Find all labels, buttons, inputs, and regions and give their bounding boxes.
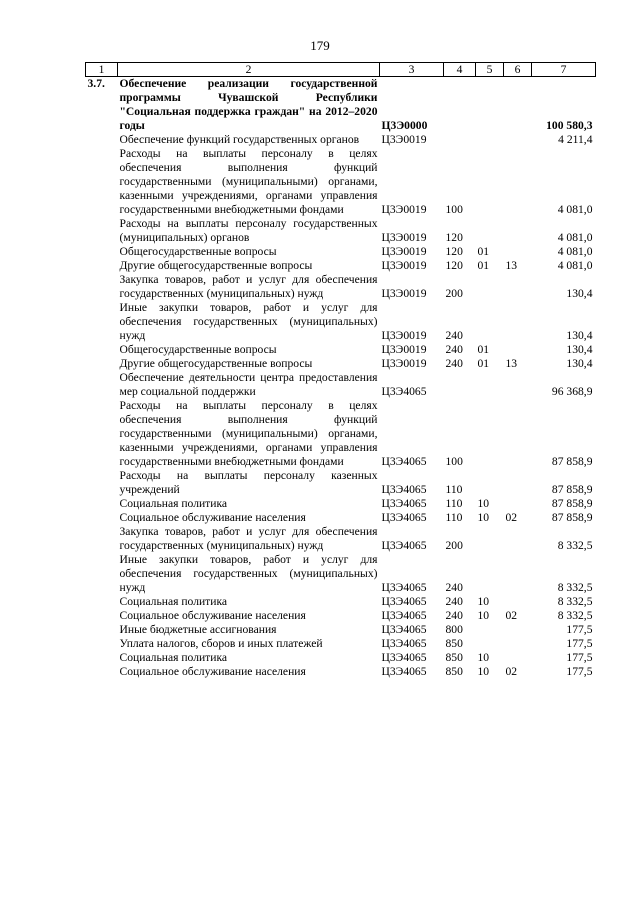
target-article-code: Ц3Э0019 xyxy=(381,245,427,258)
section-code: 01 xyxy=(477,245,490,258)
amount: 177,5 xyxy=(566,651,593,664)
amount: 8 332,5 xyxy=(557,595,593,608)
row-number xyxy=(86,147,118,217)
table-row xyxy=(86,553,596,595)
amount: 4 081,0 xyxy=(557,259,593,272)
row-number xyxy=(86,259,118,273)
amount: 87 858,9 xyxy=(551,511,593,524)
section-code xyxy=(476,371,504,399)
target-article-code: Ц3Э0019 xyxy=(381,133,427,146)
section-code xyxy=(476,77,504,134)
header-col-7: 7 xyxy=(532,63,596,77)
item-name: Социальное обслуживание населения xyxy=(119,665,306,678)
table-row xyxy=(86,147,596,217)
item-name: Другие общегосударственные вопросы xyxy=(119,357,313,370)
item-name: Социальное обслуживание населения xyxy=(119,609,306,622)
expense-type-code: 110 xyxy=(445,511,463,524)
table-row xyxy=(86,273,596,301)
subsection-code xyxy=(504,651,532,665)
expense-type-code: 240 xyxy=(445,595,463,608)
section-code: 10 xyxy=(477,651,490,664)
target-article-code: Ц3Э4065 xyxy=(381,609,427,622)
expense-type-code: 240 xyxy=(445,609,463,622)
table-row xyxy=(86,525,596,553)
row-number xyxy=(86,245,118,259)
amount: 8 332,5 xyxy=(557,609,593,622)
target-article-code: Ц3Э4065 xyxy=(381,665,427,678)
section-code xyxy=(476,553,504,595)
section-code: 01 xyxy=(477,259,490,272)
row-number xyxy=(86,511,118,525)
item-name: Иные закупки товаров, работ и услуг для обеспечения государственных (муниципальных) нужд xyxy=(119,301,378,342)
section-code: 10 xyxy=(477,595,490,608)
amount: 177,5 xyxy=(566,665,593,678)
table-row xyxy=(86,133,596,147)
subsection-code xyxy=(504,525,532,553)
target-article-code: Ц3Э0019 xyxy=(381,203,427,216)
table-row xyxy=(86,595,596,609)
subsection-code: 13 xyxy=(505,357,518,370)
target-article-code: Ц3Э4065 xyxy=(381,539,427,552)
row-number xyxy=(86,637,118,651)
amount: 130,4 xyxy=(566,329,593,342)
expense-type-code: 120 xyxy=(445,259,463,272)
target-article-code: Ц3Э4065 xyxy=(381,385,427,398)
table-row xyxy=(86,357,596,371)
subsection-code xyxy=(504,497,532,511)
amount: 4 081,0 xyxy=(557,203,593,216)
amount: 4 211,4 xyxy=(558,133,593,146)
item-name: Иные закупки товаров, работ и услуг для обеспечения государственных (муниципальных) нужд xyxy=(119,553,378,594)
item-name: Социальная политика xyxy=(119,595,228,608)
subsection-code xyxy=(504,399,532,469)
subsection-code xyxy=(504,553,532,595)
item-name: Расходы на выплаты персоналу казенных учреждений xyxy=(119,469,378,496)
expense-type-code: 850 xyxy=(445,651,463,664)
table-row xyxy=(86,665,596,679)
section-code xyxy=(476,301,504,343)
row-number xyxy=(86,217,118,245)
table-row xyxy=(86,609,596,623)
item-name: Социальная политика xyxy=(119,497,228,510)
section-code xyxy=(476,469,504,497)
target-article-code: Ц3Э4065 xyxy=(381,581,427,594)
target-article-code: Ц3Э0019 xyxy=(381,343,427,356)
expense-type-code: 240 xyxy=(445,329,463,342)
subsection-code xyxy=(504,371,532,399)
target-article-code: Ц3Э4065 xyxy=(381,455,427,468)
subsection-code: 02 xyxy=(505,665,518,678)
expense-type-code: 120 xyxy=(445,231,463,244)
item-name: Расходы на выплаты персоналу в целях обеспечения выполнения функций государственными (муниципальными) органами, казенными учреждениями, органами управления государственными внебюджетными фондами xyxy=(119,147,378,216)
section-code xyxy=(476,147,504,217)
amount: 87 858,9 xyxy=(551,497,593,510)
expense-type-code: 200 xyxy=(445,539,463,552)
row-number xyxy=(86,665,118,679)
amount: 130,4 xyxy=(566,287,593,300)
subsection-code: 13 xyxy=(505,259,518,272)
table-row xyxy=(86,371,596,399)
row-number xyxy=(86,651,118,665)
section-code: 01 xyxy=(477,343,490,356)
section-code: 01 xyxy=(477,357,490,370)
expense-type-code: 800 xyxy=(445,623,463,636)
header-col-1: 1 xyxy=(86,63,118,77)
subsection-code xyxy=(504,469,532,497)
amount: 130,4 xyxy=(566,357,593,370)
expense-type-code: 240 xyxy=(445,343,463,356)
subsection-code: 02 xyxy=(505,609,518,622)
amount: 100 580,3 xyxy=(546,119,593,132)
section-code: 10 xyxy=(477,609,490,622)
amount: 87 858,9 xyxy=(551,455,593,468)
expense-type-code xyxy=(444,77,476,134)
target-article-code: Ц3Э0019 xyxy=(381,357,427,370)
amount: 177,5 xyxy=(566,623,593,636)
item-name: Обеспечение реализации государственной программы Чувашской Республики "Социальная поддержка граждан" на 2012–2020 годы xyxy=(119,77,378,132)
target-article-code: Ц3Э0019 xyxy=(381,329,427,342)
subsection-code xyxy=(504,217,532,245)
expense-type-code: 850 xyxy=(445,637,463,650)
section-code xyxy=(476,623,504,637)
section-code: 10 xyxy=(477,511,490,524)
header-row xyxy=(86,63,596,77)
expense-type-code: 240 xyxy=(445,581,463,594)
item-name: Закупка товаров, работ и услуг для обеспечения государственных (муниципальных) нужд xyxy=(119,273,378,300)
row-number xyxy=(86,497,118,511)
section-code: 10 xyxy=(477,665,490,678)
subsection-code xyxy=(504,77,532,134)
item-name: Расходы на выплаты персоналу государственных (муниципальных) органов xyxy=(119,217,378,244)
header-col-5: 5 xyxy=(476,63,504,77)
subsection-code xyxy=(504,637,532,651)
section-code xyxy=(476,273,504,301)
section-code xyxy=(476,637,504,651)
item-name: Закупка товаров, работ и услуг для обеспечения государственных (муниципальных) нужд xyxy=(119,525,378,552)
item-name: Общегосударственные вопросы xyxy=(119,245,277,258)
subsection-code: 02 xyxy=(505,511,518,524)
table-row xyxy=(86,497,596,511)
amount: 177,5 xyxy=(566,637,593,650)
subsection-code xyxy=(504,273,532,301)
table-row xyxy=(86,301,596,343)
target-article-code: Ц3Э0019 xyxy=(381,287,427,300)
expense-type-code: 240 xyxy=(445,357,463,370)
target-article-code: Ц3Э4065 xyxy=(381,637,427,650)
target-article-code: Ц3Э4065 xyxy=(381,511,427,524)
row-number xyxy=(86,623,118,637)
amount: 4 081,0 xyxy=(557,245,593,258)
table-row xyxy=(86,399,596,469)
target-article-code: Ц3Э0019 xyxy=(381,259,427,272)
item-name: Обеспечение деятельности центра предоставления мер социальной поддержки xyxy=(119,371,378,398)
expense-type-code: 200 xyxy=(445,287,463,300)
section-code xyxy=(476,133,504,147)
subsection-code xyxy=(504,595,532,609)
item-name: Иные бюджетные ассигнования xyxy=(119,623,277,636)
target-article-code: Ц3Э0019 xyxy=(381,231,427,244)
budget-table xyxy=(85,62,596,679)
table-row xyxy=(86,77,596,134)
target-article-code: Ц3Э4065 xyxy=(381,595,427,608)
subsection-code xyxy=(504,301,532,343)
table-row xyxy=(86,217,596,245)
section-code: 10 xyxy=(477,497,490,510)
expense-type-code xyxy=(444,133,476,147)
row-number xyxy=(86,273,118,301)
item-name: Другие общегосударственные вопросы xyxy=(119,259,313,272)
target-article-code: Ц3Э4065 xyxy=(381,497,427,510)
expense-type-code xyxy=(444,371,476,399)
expense-type-code: 120 xyxy=(445,245,463,258)
header-col-6: 6 xyxy=(504,63,532,77)
expense-type-code: 110 xyxy=(445,483,463,496)
subsection-code xyxy=(504,133,532,147)
table-row xyxy=(86,259,596,273)
item-name: Социальное обслуживание населения xyxy=(119,511,306,524)
target-article-code: Ц3Э4065 xyxy=(381,483,427,496)
header-col-2: 2 xyxy=(118,63,380,77)
table-row xyxy=(86,245,596,259)
row-number xyxy=(86,595,118,609)
item-name: Социальная политика xyxy=(119,651,228,664)
item-name: Уплата налогов, сборов и иных платежей xyxy=(119,637,323,650)
row-number xyxy=(86,525,118,553)
row-number xyxy=(86,357,118,371)
expense-type-code: 100 xyxy=(445,203,463,216)
amount: 96 368,9 xyxy=(551,385,593,398)
row-number xyxy=(86,399,118,469)
amount: 87 858,9 xyxy=(551,483,593,496)
row-number xyxy=(86,553,118,595)
header-col-3: 3 xyxy=(380,63,444,77)
section-code xyxy=(476,399,504,469)
expense-type-code: 100 xyxy=(445,455,463,468)
item-name: Обеспечение функций государственных органов xyxy=(119,133,360,146)
header-col-4: 4 xyxy=(444,63,476,77)
page-number: 179 xyxy=(310,38,330,53)
table-row xyxy=(86,637,596,651)
section-code xyxy=(476,525,504,553)
row-number xyxy=(86,609,118,623)
table-row xyxy=(86,343,596,357)
amount: 130,4 xyxy=(566,343,593,356)
subsection-code xyxy=(504,343,532,357)
target-article-code: Ц3Э4065 xyxy=(381,623,427,636)
table-body xyxy=(86,77,596,680)
item-name: Общегосударственные вопросы xyxy=(119,343,277,356)
amount: 8 332,5 xyxy=(557,581,593,594)
row-number xyxy=(86,469,118,497)
subsection-code xyxy=(504,623,532,637)
row-number xyxy=(86,371,118,399)
target-article-code: Ц3Э4065 xyxy=(381,651,427,664)
table-row xyxy=(86,623,596,637)
amount: 8 332,5 xyxy=(557,539,593,552)
table-row xyxy=(86,651,596,665)
subsection-code xyxy=(504,147,532,217)
expense-type-code: 110 xyxy=(445,497,463,510)
table-row xyxy=(86,469,596,497)
target-article-code: Ц3Э0000 xyxy=(381,119,428,132)
row-number xyxy=(86,343,118,357)
item-name: Расходы на выплаты персоналу в целях обеспечения выполнения функций государственными (муниципальными) органами, казенными учреждениями, органами управления государственными внебюджетными фондами xyxy=(119,399,378,468)
row-number: 3.7. xyxy=(87,77,105,90)
row-number xyxy=(86,301,118,343)
table-row xyxy=(86,511,596,525)
row-number xyxy=(86,133,118,147)
expense-type-code: 850 xyxy=(445,665,463,678)
section-code xyxy=(476,217,504,245)
table-header xyxy=(86,63,596,77)
subsection-code xyxy=(504,245,532,259)
amount: 4 081,0 xyxy=(557,231,593,244)
